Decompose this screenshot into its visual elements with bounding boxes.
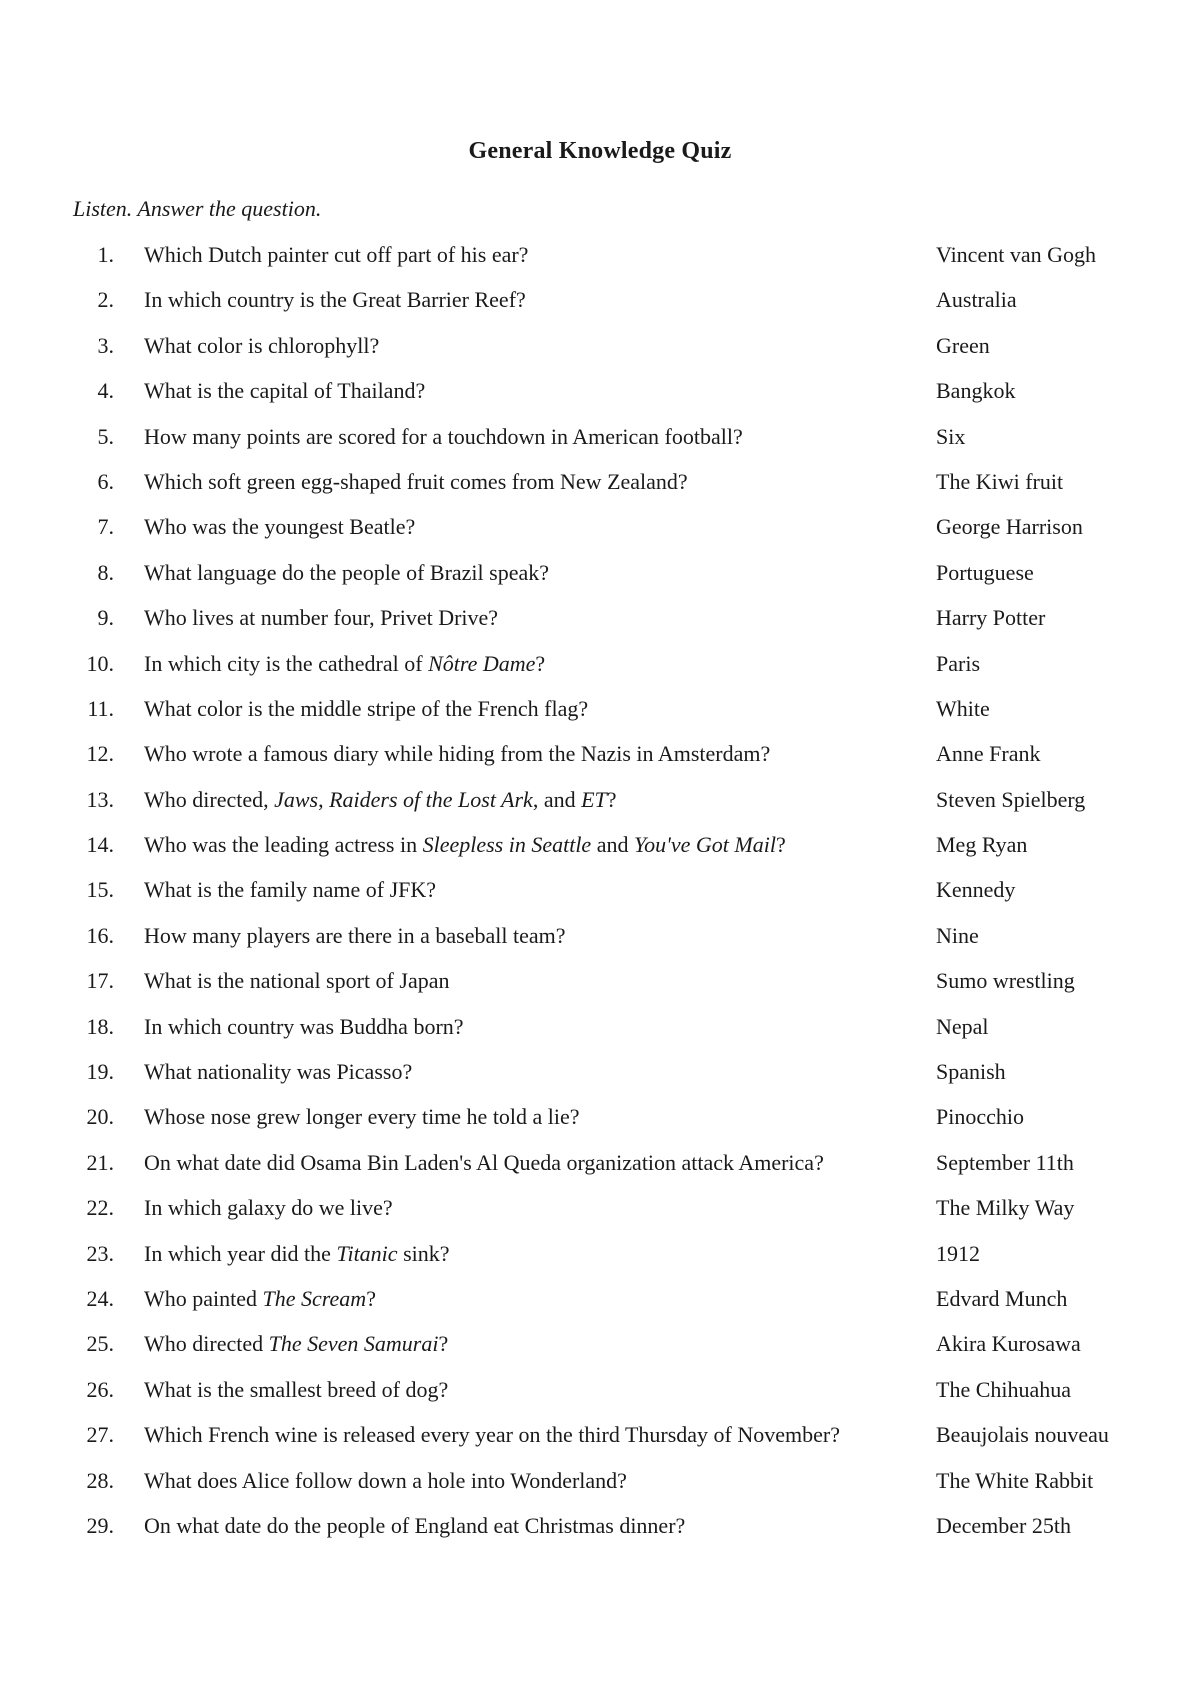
question-text-segment: Who was the leading actress in [144,832,423,858]
question-number: 9. [97,605,114,631]
question-row [0,512,1200,557]
question-text-segment: Which soft green egg-shaped fruit comes from New Zealand? [144,468,688,494]
question-number: 10. [86,650,114,676]
question-number: 7. [97,514,114,540]
question-row [0,875,1200,920]
question-number: 25. [86,1331,114,1357]
question-text [144,785,914,815]
answer-text: Pinocchio [936,1104,1024,1130]
question-text-segment: On what date do the people of England eat Christmas dinner? [144,1512,686,1538]
question-text [144,830,914,860]
question-row [0,1239,1200,1284]
question-text [144,512,914,542]
question-row [0,830,1200,875]
question-row [0,785,1200,830]
answer-text: Paris [936,650,980,676]
question-text-segment: ? [535,650,546,676]
question-text [144,1057,914,1087]
question-text [144,966,914,996]
question-number: 5. [97,423,114,449]
answer-text: Green [936,332,990,358]
answer-text: The Milky Way [936,1195,1075,1221]
answer-text: Australia [936,287,1017,313]
question-row [0,1284,1200,1329]
question-number: 29. [86,1512,114,1538]
question-row [0,1329,1200,1374]
question-text-segment: In which year did the [144,1240,337,1266]
question-number: 21. [86,1149,114,1175]
question-number: 1. [97,242,114,267]
question-text [144,1511,914,1541]
italic-title: Jaws [274,786,319,812]
question-number: 11. [87,695,114,721]
answer-text: Sumo wrestling [936,968,1075,994]
answer-text: Vincent van Gogh [936,242,1096,267]
question-text [144,558,914,588]
question-number: 2. [97,287,114,313]
answer-text: Portuguese [936,559,1034,585]
question-text-segment: Who wrote a famous diary while hiding from the Nazis in Amsterdam? [144,741,771,767]
answer-text: Harry Potter [936,605,1046,631]
answer-text: The Kiwi fruit [936,468,1064,494]
question-text-segment: ? [438,1331,449,1357]
question-text [144,694,914,724]
question-row [0,1148,1200,1193]
answer-text: September 11th [936,1149,1074,1175]
question-row [0,966,1200,1011]
question-number: 6. [97,468,114,494]
question-text-segment: What is the national sport of Japan [144,968,450,994]
question-number: 16. [86,922,114,948]
question-number: 13. [86,786,114,812]
answer-text: Edvard Munch [936,1285,1068,1311]
question-text [144,376,914,406]
question-text [144,649,914,679]
answer-text: The Chihuahua [936,1376,1072,1402]
question-text [144,1239,914,1269]
question-text [144,1193,914,1223]
question-text-segment: In which city is the cathedral of [144,650,429,676]
question-number: 28. [86,1467,114,1493]
question-number: 22. [86,1195,114,1221]
question-list [0,240,1200,1556]
answer-text: Nine [936,922,979,948]
answer-text: Kennedy [936,877,1016,903]
question-text-segment: What is the smallest breed of dog? [144,1376,449,1402]
question-row [0,558,1200,603]
question-number: 20. [86,1104,114,1130]
question-row [0,1012,1200,1057]
question-number: 15. [86,877,114,903]
instruction-text: Listen. Answer the question. [73,196,322,221]
question-row [0,1057,1200,1102]
question-text-segment: ? [606,786,617,812]
question-number: 23. [86,1240,114,1266]
question-text-segment: Which Dutch painter cut off part of his ear? [144,242,529,267]
question-text [144,1148,914,1178]
question-number: 17. [86,968,114,994]
answer-text: Nepal [936,1013,989,1039]
italic-title: ET [581,786,607,812]
italic-title: Nôtre Dame [428,650,536,676]
italic-title: The Scream [262,1285,367,1311]
italic-title: The Seven Samurai [268,1331,439,1357]
answer-text: 1912 [936,1240,980,1266]
answer-text: Steven Spielberg [936,786,1086,812]
question-text-segment: How many players are there in a baseball team? [144,922,566,948]
answer-text: Anne Frank [936,741,1041,767]
question-text-segment: In which galaxy do we live? [144,1195,393,1221]
question-text-segment: What color is chlorophyll? [144,332,380,358]
question-number: 26. [86,1376,114,1402]
question-text-segment: In which country is the Great Barrier Reef? [144,287,526,313]
question-row [0,603,1200,648]
question-text-segment: Who was the youngest Beatle? [144,514,416,540]
question-row [0,240,1200,285]
question-text-segment: ? [366,1285,376,1311]
question-text-segment: , and [532,786,582,812]
question-row [0,649,1200,694]
answer-text: Akira Kurosawa [936,1331,1081,1357]
question-text [144,331,914,361]
question-text-segment: Which French wine is released every year on the third Thursday of November? [144,1422,841,1448]
question-row [0,376,1200,421]
question-row [0,1193,1200,1238]
italic-title: Sleepless in Seattle [422,832,592,858]
question-row [0,422,1200,467]
question-text-segment: What language do the people of Brazil speak? [144,559,550,585]
question-text-segment: What nationality was Picasso? [144,1059,413,1085]
question-text [144,1284,914,1314]
answer-text: The White Rabbit [936,1467,1094,1493]
question-text-segment: Who directed [144,1331,269,1357]
answer-text: White [936,695,990,721]
question-number: 14. [86,832,114,858]
question-text-segment: In which country was Buddha born? [144,1013,464,1039]
question-text [144,1375,914,1405]
answer-text: Spanish [936,1059,1006,1085]
question-row [0,285,1200,330]
question-text-segment: What is the capital of Thailand? [144,378,426,404]
question-row [0,1466,1200,1511]
question-text [144,921,914,951]
italic-title: You've Got Mail [633,832,776,858]
question-text-segment: What color is the middle stripe of the French flag? [144,695,589,721]
question-row [0,921,1200,966]
question-text-segment: What does Alice follow down a hole into Wonderland? [144,1467,627,1493]
document-title: General Knowledge Quiz [468,138,732,164]
question-row [0,331,1200,376]
question-text-segment: Who directed, [144,786,275,812]
question-number: 24. [86,1285,114,1311]
question-number: 18. [86,1013,114,1039]
question-row [0,739,1200,784]
question-text [144,1466,914,1496]
question-row [0,1375,1200,1420]
question-text-segment: On what date did Osama Bin Laden's Al Queda organization attack America? [144,1149,824,1175]
answer-text: George Harrison [936,514,1083,540]
question-text-segment: What is the family name of JFK? [144,877,437,903]
question-row [0,1511,1200,1556]
question-number: 8. [97,559,114,585]
question-text [144,739,914,769]
question-text [144,1012,914,1042]
question-text-segment: How many points are scored for a touchdown in American football? [144,423,743,449]
question-text-segment: Who painted [144,1285,263,1311]
question-text [144,1420,914,1450]
question-number: 19. [86,1059,114,1085]
answer-text: December 25th [936,1512,1071,1538]
question-number: 3. [97,332,114,358]
question-text [144,422,914,452]
question-row [0,1420,1200,1465]
italic-title: Raiders of the Lost Ark [329,786,533,812]
answer-text: Beaujolais nouveau [936,1422,1109,1448]
question-row [0,694,1200,739]
question-number: 12. [86,741,114,767]
question-text-segment: ? [775,832,786,858]
question-text-segment: sink? [397,1240,450,1266]
question-text [144,875,914,905]
question-text [144,467,914,497]
question-number: 4. [97,378,114,404]
question-text-segment: , [318,786,330,812]
question-row [0,1102,1200,1147]
question-text-segment: Whose nose grew longer every time he told a lie? [144,1104,580,1130]
question-row [0,467,1200,512]
question-text [144,603,914,633]
question-number: 27. [86,1422,114,1448]
question-text [144,1329,914,1359]
question-text [144,1102,914,1132]
question-text-segment: Who lives at number four, Privet Drive? [144,605,499,631]
answer-text: Bangkok [936,378,1016,404]
question-text-segment: and [591,832,634,858]
question-text [144,240,914,270]
italic-title: Titanic [336,1240,398,1266]
answer-text: Meg Ryan [936,832,1028,858]
question-text [144,285,914,315]
answer-text: Six [936,423,966,449]
